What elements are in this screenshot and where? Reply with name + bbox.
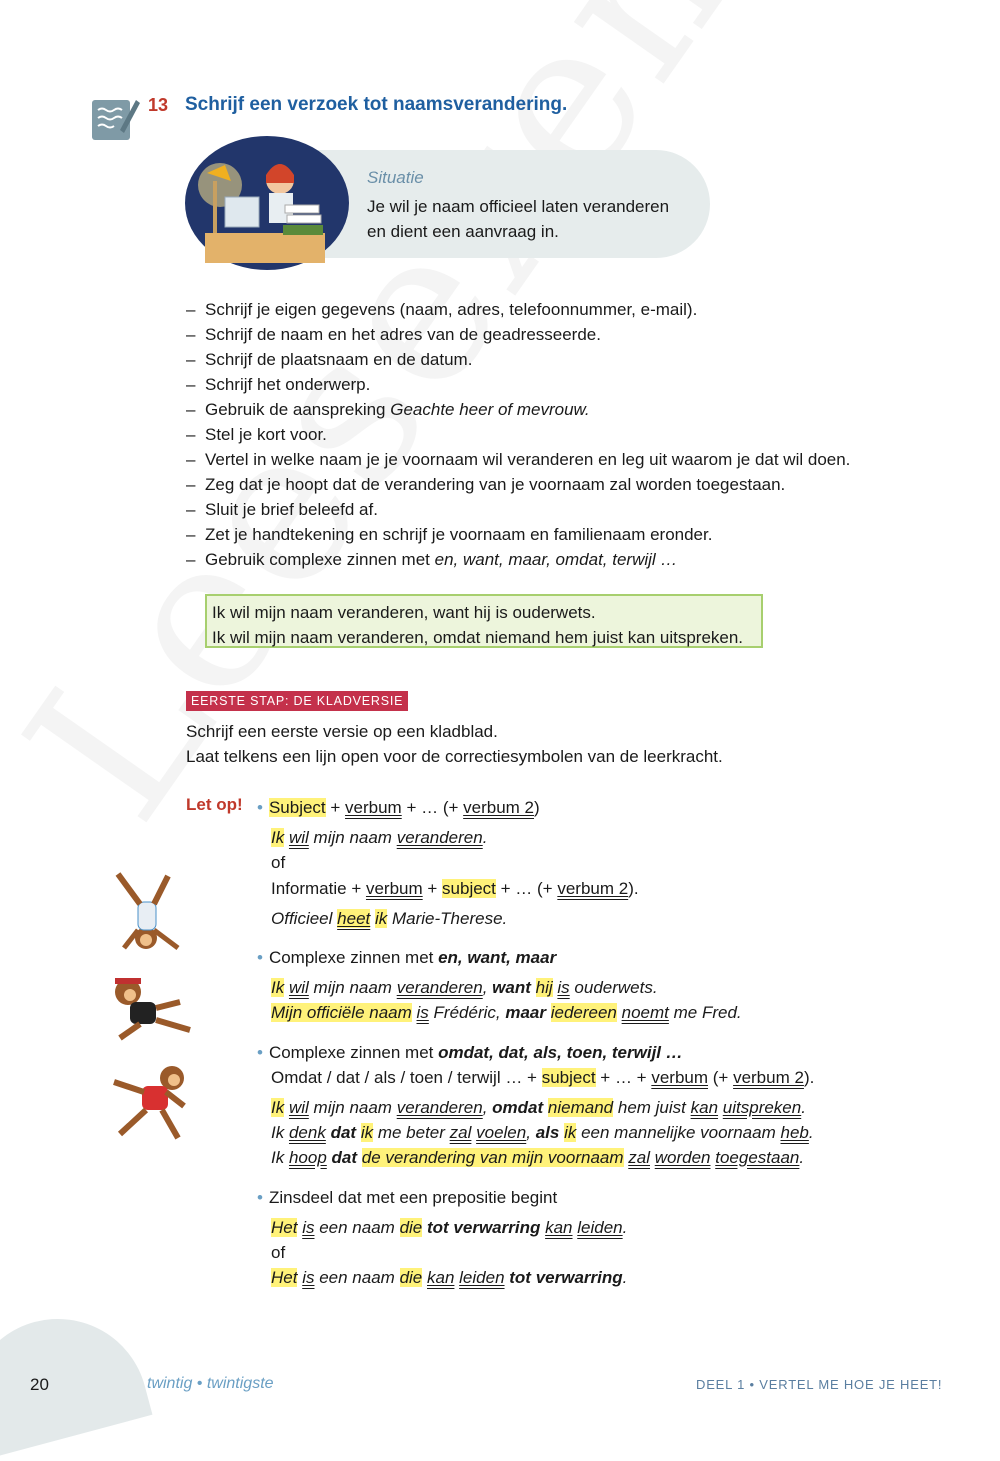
rule-1-example-b: [271, 906, 507, 931]
word-conjunction: dat: [330, 1123, 357, 1142]
word-subject: niemand: [547, 1098, 614, 1117]
bullet-dot: •: [257, 1188, 263, 1207]
word-conjunction: want: [492, 978, 531, 997]
rule-conjunctions: en, want, maar: [438, 948, 557, 967]
list-item-text: Gebruik de aanspreking: [205, 400, 391, 419]
let-op-label: Let op!: [186, 795, 243, 814]
word-verb-2: veranderen: [396, 828, 483, 847]
formula-text: Omdat / dat / als / toen / terwijl … +: [271, 1068, 542, 1087]
rule-1-example-a: [271, 825, 487, 850]
word: .: [622, 1218, 628, 1237]
rule-2-example-a: Ik wil mijn naam veranderen, want hij is ouderwets.: [271, 978, 658, 997]
list-item: – Schrijf je eigen gegevens (naam, adres, telefoonnummer, e-mail).: [186, 297, 850, 322]
word-verb-2: veranderen: [396, 1098, 483, 1117]
page-number-words: twintig • twintigste: [147, 1375, 274, 1392]
word: een naam: [319, 1218, 395, 1237]
exercise-title: Schrijf een verzoek tot naamsverandering.: [185, 94, 568, 115]
list-item: [186, 397, 850, 422]
word-subject: iedereen: [550, 1003, 617, 1022]
formula-subject: subject: [442, 879, 496, 898]
word-subject: ik: [564, 1123, 577, 1142]
formula-verbum-2: verbum 2: [557, 879, 629, 898]
word-verb-2: voelen: [476, 1123, 527, 1142]
word-verb: kan: [545, 1218, 573, 1237]
list-item: – Vertel in welke naam je je voornaam wil veranderen en leg uit waarom je dat wil doen.: [186, 447, 850, 472]
word-conjunction: maar: [505, 1003, 546, 1022]
formula-verbum: verbum: [345, 798, 402, 817]
bullet-dot: •: [257, 948, 263, 967]
list-item: – Zeg dat je hoopt dat de verandering van je voornaam zal worden toegestaan.: [186, 472, 850, 497]
word-verb-2: veranderen: [396, 978, 483, 997]
section-title: DEEL 1 • VERTEL ME HOE JE HEET!: [696, 1377, 943, 1392]
word: .: [799, 1148, 805, 1167]
word-verb: kan: [690, 1098, 719, 1117]
word: Officieel: [271, 909, 333, 928]
formula-verbum: verbum: [365, 879, 423, 898]
list-item: [186, 547, 850, 572]
rule-3-example-b: Ik denk dat ik me beter zal voelen, als ik een mannelijke voornaam heb.: [271, 1123, 814, 1142]
word-verb-2: toegestaan: [715, 1148, 800, 1167]
word: .: [808, 1123, 814, 1142]
list-item: – Stel je kort voor.: [186, 422, 850, 447]
word: een mannelijke voornaam: [581, 1123, 776, 1142]
rule-4-example-a: [271, 1215, 627, 1240]
monkey-sitting-illustration: [100, 972, 200, 1049]
word-verb: wil: [288, 1098, 309, 1117]
formula-verbum-2: verbum 2: [463, 798, 535, 817]
word-verb-2: worden: [654, 1148, 711, 1167]
word-verb-2: uitspreken: [722, 1098, 802, 1117]
word-subject: ik: [374, 909, 388, 928]
rule-3-formula: Omdat / dat / als / toen / terwijl … + subject + … + verbum (+ verbum 2).: [271, 1068, 815, 1087]
situation-line-2: en dient een aanvraag in.: [367, 222, 559, 241]
bullet-dot: •: [257, 798, 263, 817]
word: mijn naam: [313, 1098, 392, 1117]
word: Ik: [271, 1148, 285, 1167]
word: mijn naam: [313, 978, 392, 997]
or-label: of: [271, 1243, 286, 1262]
word-verb: kan: [427, 1268, 455, 1287]
word-subject: Ik: [271, 1098, 285, 1117]
list-item: – Zet je handtekening en schrijf je voornaam en familienaam eronder.: [186, 522, 850, 547]
word-verb: is: [302, 1218, 315, 1237]
example-box: [205, 594, 763, 648]
rule-4-title: [257, 1185, 557, 1210]
word: .: [801, 1098, 806, 1117]
stage-tag: EERSTE STAP: DE KLADVERSIE: [186, 691, 408, 711]
rule-conjunctions: omdat, dat, als, toen, terwijl …: [438, 1043, 683, 1062]
word-verb: wil: [288, 828, 309, 847]
monkey-running-illustration: [100, 1062, 195, 1149]
list-item: – Schrijf de naam en het adres van de geadresseerde.: [186, 322, 850, 347]
formula-subject: Subject: [268, 798, 326, 817]
instruction-list: [186, 297, 850, 572]
situation-text: [367, 194, 687, 244]
word-subject: Ik: [271, 828, 285, 847]
rule-3-example-a: Ik wil mijn naam veranderen, omdat niemand hem juist kan uitspreken.: [271, 1098, 806, 1117]
word-subject: ik: [360, 1123, 374, 1142]
word-verb-2: leiden: [577, 1218, 623, 1237]
rule-1-formula: • Subject + verbum + … (+ verbum 2): [257, 798, 540, 817]
formula-verbum-2: verbum 2: [733, 1068, 804, 1087]
word-verb: hoop: [288, 1148, 327, 1167]
word-verb: zal: [628, 1148, 650, 1167]
word: een naam: [319, 1268, 395, 1287]
word: hem juist: [617, 1098, 686, 1117]
word: Marie-Therese.: [392, 909, 508, 928]
word: Ik: [271, 1123, 285, 1142]
corner-decoration: [0, 1299, 152, 1461]
word-verb: zal: [449, 1123, 472, 1142]
rule-title-text: Complexe zinnen met: [268, 948, 439, 967]
word-subject: Het: [271, 1218, 298, 1237]
office-illustration: [185, 135, 350, 275]
rule-2-title: [257, 945, 556, 970]
word-subject: Mijn officiële naam: [271, 1003, 412, 1022]
stage-line-2: Laat telkens een lijn open voor de correctiesymbolen van de leerkracht.: [186, 747, 723, 766]
situation-line-1: Je wil je naam officieel laten veranderen: [367, 197, 670, 216]
word: ouderwets.: [574, 978, 658, 997]
page-number: 20: [30, 1375, 49, 1394]
list-item: – Schrijf het onderwerp.: [186, 372, 850, 397]
rule-2-example-b: [271, 1000, 742, 1025]
word-subject: die: [399, 1268, 423, 1287]
rule-3-example-c: [271, 1145, 804, 1170]
formula-info: Informatie: [271, 879, 347, 898]
exercise-number: 13: [148, 95, 169, 115]
word-preposition-phrase: tot verwarring: [509, 1268, 623, 1287]
stage-instructions: [186, 719, 723, 769]
monkey-handstand-illustration: [108, 868, 188, 963]
word: mijn naam: [313, 828, 392, 847]
rule-4-example-b: [271, 1265, 627, 1290]
word: .: [622, 1268, 628, 1287]
salutation-example: Geachte heer of mevrouw.: [390, 400, 590, 419]
word-subject: hij: [535, 978, 553, 997]
formula-subject: subject: [541, 1068, 596, 1087]
word-verb-2: leiden: [459, 1268, 505, 1287]
rule-title-text: Zinsdeel dat met een prepositie begint: [268, 1188, 558, 1207]
conjunction-examples: en, want, maar, omdat, terwijl …: [434, 550, 678, 569]
word-verb: is: [557, 978, 570, 997]
word-verb: is: [416, 1003, 429, 1022]
word-conjunction: omdat: [492, 1098, 544, 1117]
rule-1b-formula: Informatie + verbum + subject + … (+ verbum 2).: [271, 879, 639, 898]
word-conjunction: dat: [331, 1148, 358, 1167]
word-verb: heb: [780, 1123, 809, 1142]
rule-3-title: [257, 1040, 683, 1065]
word-subject: Het: [271, 1268, 298, 1287]
stage-line-1: Schrijf een eerste versie op een kladblad.: [186, 722, 498, 741]
word-conjunction: als: [535, 1123, 560, 1142]
writing-exercise-icon: [90, 94, 140, 147]
word: Frédéric,: [433, 1003, 501, 1022]
situation-label: Situatie: [367, 168, 424, 187]
word-verb: is: [302, 1268, 315, 1287]
formula-verbum: verbum: [651, 1068, 709, 1087]
example-line-2: Ik wil mijn naam veranderen, omdat niemand hem juist kan uitspreken.: [212, 628, 744, 647]
word: me beter: [377, 1123, 445, 1142]
word-verb: heet: [337, 909, 371, 928]
word-verb: wil: [288, 978, 309, 997]
word-subject: Ik: [271, 978, 285, 997]
word-verb: denk: [288, 1123, 326, 1142]
word: .: [482, 828, 488, 847]
list-item-text: Gebruik complexe zinnen met: [205, 550, 435, 569]
word: me Fred.: [673, 1003, 742, 1022]
example-line-1: Ik wil mijn naam veranderen, want hij is ouderwets.: [212, 603, 596, 622]
bullet-dot: •: [257, 1043, 263, 1062]
word-subject: de verandering van mijn voornaam: [361, 1148, 624, 1167]
list-item: – Schrijf de plaatsnaam en de datum.: [186, 347, 850, 372]
word-subject: die: [399, 1218, 423, 1237]
word-preposition-phrase: tot verwarring: [427, 1218, 541, 1237]
list-item: – Sluit je brief beleefd af.: [186, 497, 850, 522]
or-label: of: [271, 853, 286, 872]
rule-title-text: Complexe zinnen met: [268, 1043, 439, 1062]
word-verb: noemt: [621, 1003, 669, 1022]
